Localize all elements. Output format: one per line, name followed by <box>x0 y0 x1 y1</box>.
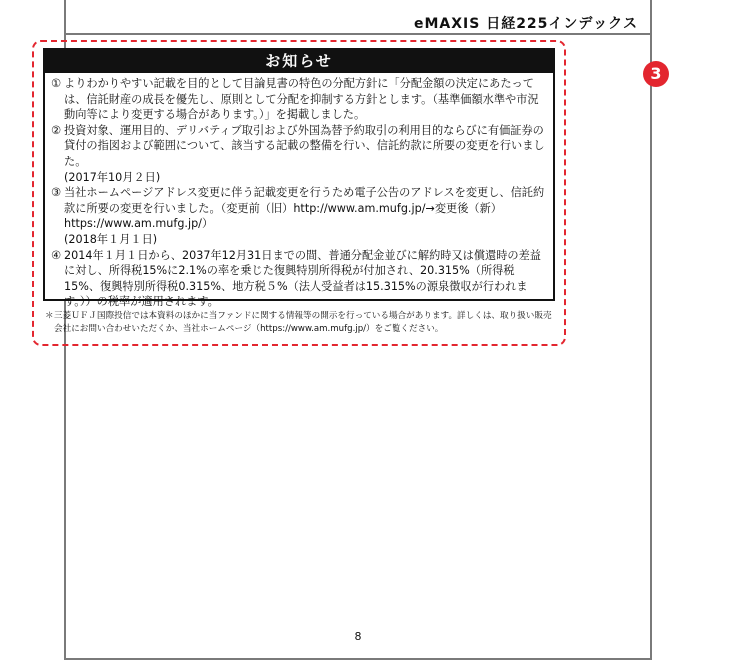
item-text: 投資対象、運用目的、デリバティブ取引および外国為替予約取引の利用目的ならびに有価証券の貸付の指図および範囲について、該当する記載の整備を行い、信託約款に所要の変更を行いました。 <box>64 123 545 168</box>
item-text: よりわかりやすい記載を目的として目論見書の特色の分配方針に「分配金額の決定にあたっては、信託財産の成長を優先し、原則として分配を抑制する方針とします。（基準価額水準や市況動向等により変更する場合があります。）」を掲載しました。 <box>64 77 539 122</box>
item-text: 当社ホームページアドレス変更に伴う記載変更を行うため電子公告のアドレスを変更し、信託約款に所要の変更を行いました。（変更前（旧）http://www.am.mufg.jp/→変更後（新）https://www.am.mufg.jp/） <box>64 186 545 231</box>
notice-item <box>51 76 549 123</box>
notice-item <box>51 248 549 310</box>
item-number: ④ <box>51 248 62 262</box>
fund-title: eMAXIS 日経225インデックス <box>413 16 638 32</box>
header-divider <box>66 33 650 35</box>
item-text: 2014年１月１日から、2037年12月31日までの間、普通分配金並びに解約時又は償還時の差益に対し、所得税15%に2.1%の率を乗じた復興特別所得税が付加され、20.315%（所得税15%、復興特別所得税0.315%、地方税５%（法人受益者は15.315%の源泉徴収が行われます。））の税率が適用されます。 <box>64 248 541 309</box>
item-date: (2018年１月１日) <box>64 232 158 246</box>
item-number: ② <box>51 123 62 137</box>
page-number: 8 <box>354 630 362 643</box>
footnote <box>45 310 559 336</box>
footnote-text: 三菱ＵＦＪ国際投信では本資料のほかに当ファンドに関する情報等の開示を行っている場合があります。詳しくは、取り扱い販売会社にお問い合わせいただくか、当社ホームページ（https://www.am.mufg.jp/）をご覧ください。 <box>54 311 552 334</box>
item-number: ③ <box>51 186 62 200</box>
notice-item <box>51 185 549 247</box>
footnote-mark: ＊ <box>45 311 54 321</box>
item-date: (2017年10月２日) <box>64 170 161 184</box>
item-number: ① <box>51 77 62 90</box>
notice-heading: お知らせ <box>45 50 553 73</box>
notice-item <box>51 123 549 185</box>
notice-body <box>45 73 553 310</box>
callout-badge: 3 <box>643 61 669 87</box>
notice-box <box>43 48 555 309</box>
